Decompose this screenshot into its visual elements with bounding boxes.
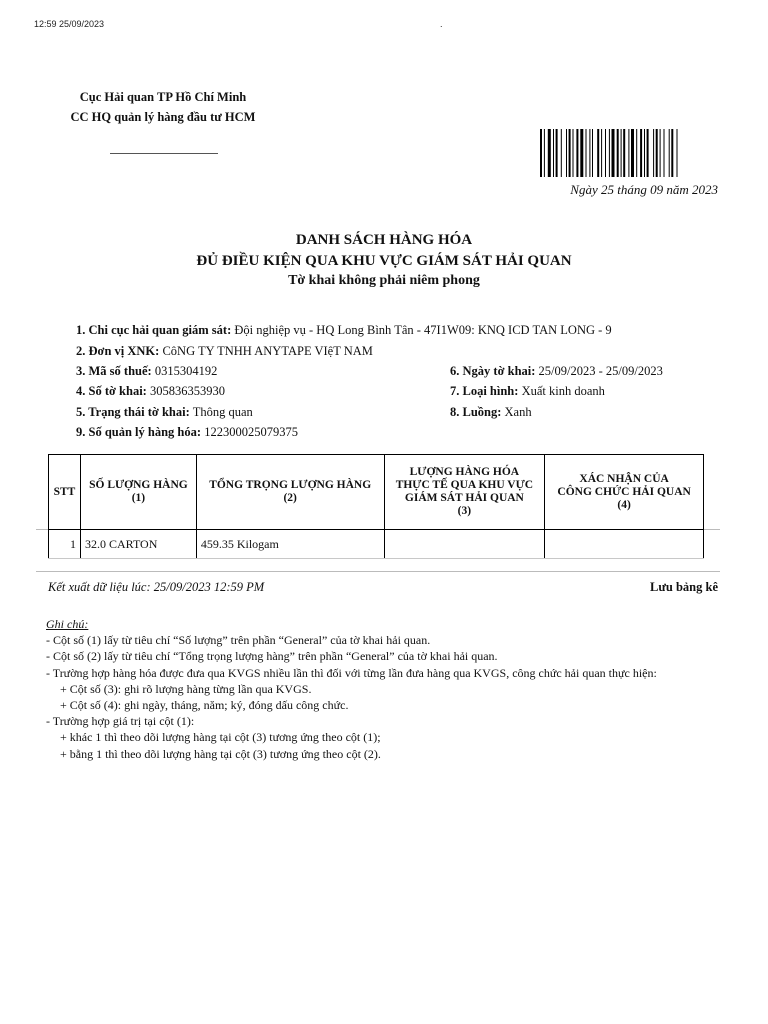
seal-status-title: Tờ khai không phải niêm phong bbox=[288, 273, 480, 288]
document-title: DANH SÁCH HÀNG HÓA bbox=[295, 232, 473, 248]
print-timestamp: 12:59 25/09/2023 bbox=[34, 19, 105, 29]
barcode-bar bbox=[640, 129, 642, 177]
barcode-bar bbox=[656, 129, 658, 177]
barcode-bar bbox=[548, 129, 551, 177]
column-header-text: TỔNG TRỌNG LƯỢNG HÀNG bbox=[209, 479, 372, 491]
column-header-quantity bbox=[80, 455, 196, 530]
barcode-bar bbox=[660, 129, 661, 177]
cell-officer-confirmation bbox=[545, 530, 704, 559]
cell-quantity: 32.0 CARTON bbox=[80, 530, 196, 559]
barcode-bar bbox=[566, 129, 567, 177]
field-company bbox=[76, 344, 373, 359]
column-header-weight bbox=[196, 455, 384, 530]
column-header-officer-confirmation bbox=[545, 455, 704, 530]
cell-weight: 459.35 Kilogam bbox=[196, 530, 384, 559]
field-label: 9. Số quản lý hàng hóa: bbox=[76, 425, 202, 439]
barcode-bar bbox=[586, 129, 587, 177]
barcode-bar bbox=[553, 129, 554, 177]
barcode-bar bbox=[597, 129, 599, 177]
field-channel bbox=[450, 405, 532, 420]
field-value: 122300025079375 bbox=[204, 425, 298, 439]
barcode-bar bbox=[628, 129, 629, 177]
barcode-bar bbox=[556, 129, 558, 177]
field-value: 0315304192 bbox=[154, 364, 218, 378]
column-header-text: GIÁM SÁT HẢI QUAN bbox=[404, 492, 524, 504]
barcode-bar bbox=[671, 129, 673, 177]
field-label: 3. Mã số thuế: bbox=[76, 364, 152, 378]
barcode-bar bbox=[623, 129, 625, 177]
barcode-bar bbox=[647, 129, 649, 177]
notes-title: Ghi chú: bbox=[46, 617, 89, 631]
table-header-row bbox=[49, 455, 704, 530]
field-declaration-type bbox=[450, 384, 605, 399]
field-goods-management-number bbox=[76, 425, 298, 440]
field-value: CôNG TY TNHH ANYTAPE VIệT NAM bbox=[162, 344, 373, 358]
field-label: 7. Loại hình: bbox=[450, 384, 519, 398]
note-subitem: + khác 1 thì theo dõi lượng hàng tại cột (3) tương ứng theo cột (1); bbox=[60, 730, 381, 745]
barcode-bar bbox=[576, 129, 578, 177]
barcode-bar bbox=[609, 129, 610, 177]
goods-table bbox=[48, 454, 704, 559]
barcode-bar bbox=[580, 129, 583, 177]
column-header-actual-goods bbox=[384, 455, 545, 530]
document-date: Ngày 25 tháng 09 năm 2023 bbox=[570, 182, 718, 197]
barcode-bar bbox=[605, 129, 606, 177]
barcode-bar bbox=[612, 129, 615, 177]
table-row bbox=[49, 530, 704, 559]
field-label: 6. Ngày tờ khai: bbox=[450, 364, 536, 378]
note-item: - Cột số (2) lấy từ tiêu chí “Tổng trọng lượng hàng” trên phần “General” của tờ khai hải quan. bbox=[46, 649, 498, 664]
barcode-bar bbox=[636, 129, 637, 177]
print-header-dot: . bbox=[440, 19, 443, 29]
barcode-bar bbox=[669, 129, 670, 177]
barcode-bar bbox=[569, 129, 571, 177]
field-label: 1. Chi cục hải quan giám sát: bbox=[76, 323, 232, 337]
barcode-bar bbox=[631, 129, 634, 177]
barcode-bar bbox=[544, 129, 545, 177]
column-header-number: (2) bbox=[283, 492, 297, 504]
table-frame-bottom bbox=[36, 571, 720, 572]
field-value: Xuất kinh doanh bbox=[521, 384, 605, 398]
column-header-number: (3) bbox=[457, 505, 472, 517]
barcode-bar bbox=[664, 129, 665, 177]
field-declaration-status bbox=[76, 405, 253, 420]
field-value: 25/09/2023 - 25/09/2023 bbox=[538, 364, 663, 378]
barcode-bar bbox=[617, 129, 619, 177]
barcode-icon bbox=[540, 129, 718, 177]
notes-section bbox=[46, 616, 726, 762]
column-header-text: THỰC TẾ QUA KHU VỰC bbox=[395, 479, 534, 491]
field-value: 305836353930 bbox=[149, 384, 225, 398]
agency-subunit: CC HQ quản lý hàng đầu tư HCM bbox=[70, 110, 256, 124]
column-header-stt: STT bbox=[49, 455, 81, 530]
note-subitem: + Cột số (3): ghi rõ lượng hàng từng lần qua KVGS. bbox=[60, 681, 312, 696]
column-header-number: (1) bbox=[131, 492, 146, 504]
field-declaration-number bbox=[76, 384, 225, 399]
barcode-bar bbox=[677, 129, 678, 177]
field-customs-branch bbox=[76, 323, 726, 338]
barcode-bar bbox=[573, 129, 574, 177]
agency-divider bbox=[110, 153, 218, 154]
barcode-bar bbox=[592, 129, 593, 177]
save-list-link[interactable]: Lưu bảng kê bbox=[650, 580, 718, 594]
field-label: 8. Luồng: bbox=[450, 405, 502, 419]
note-subitem: + Cột số (4): ghi ngày, tháng, năm; ký, đóng dấu công chức. bbox=[60, 698, 349, 713]
agency-name: Cục Hải quan TP Hồ Chí Minh bbox=[79, 90, 247, 104]
column-header-text: LƯỢNG HÀNG HÓA bbox=[409, 466, 520, 478]
field-tax-code bbox=[76, 364, 217, 379]
note-item: - Trường hợp giá trị tại cột (1): bbox=[46, 714, 195, 729]
barcode-bar bbox=[644, 129, 645, 177]
note-item: - Cột số (1) lấy từ tiêu chí “Số lượng” trên phần “General” của tờ khai hải quan. bbox=[46, 633, 431, 648]
document-subtitle: ĐỦ ĐIỀU KIỆN QUA KHU VỰC GIÁM SÁT HẢI QUAN bbox=[196, 253, 572, 269]
column-header-text: SỐ LƯỢNG HÀNG bbox=[89, 479, 188, 491]
field-value: Đội nghiệp vụ - HQ Long Bình Tân - 47I1W09: KNQ ICD TAN LONG - 9 bbox=[234, 323, 612, 337]
barcode-bar bbox=[653, 129, 654, 177]
column-header-text: XÁC NHẬN CỦA bbox=[579, 472, 669, 485]
field-label: 2. Đơn vị XNK: bbox=[76, 344, 160, 358]
field-label: 5. Trạng thái tờ khai: bbox=[76, 405, 190, 419]
note-item: - Trường hợp hàng hóa được đưa qua KVGS nhiều lần thì đối với từng lần đưa hàng qua KVGS, công chức hải quan thực hiện: bbox=[46, 665, 657, 680]
cell-actual-goods bbox=[384, 530, 545, 559]
barcode-bar bbox=[601, 129, 602, 177]
note-subitem: + bằng 1 thì theo dõi lượng hàng tại cột (3) tương ứng theo cột (2). bbox=[60, 746, 381, 761]
barcode-bar bbox=[540, 129, 542, 177]
export-time: 25/09/2023 12:59 PM bbox=[153, 580, 265, 594]
column-header-text: CÔNG CHỨC HẢI QUAN bbox=[557, 485, 691, 498]
field-value: Thông quan bbox=[192, 405, 253, 419]
barcode-bar bbox=[589, 129, 590, 177]
barcode-bar bbox=[621, 129, 622, 177]
export-timestamp bbox=[48, 580, 264, 595]
cell-stt: 1 bbox=[49, 530, 81, 559]
field-value: Xanh bbox=[504, 405, 532, 419]
field-declaration-date bbox=[450, 364, 663, 379]
column-header-number: (4) bbox=[617, 498, 631, 511]
barcode-bar bbox=[561, 129, 562, 177]
export-label: Kết xuất dữ liệu lúc: bbox=[48, 580, 151, 594]
field-label: 4. Số tờ khai: bbox=[76, 384, 147, 398]
